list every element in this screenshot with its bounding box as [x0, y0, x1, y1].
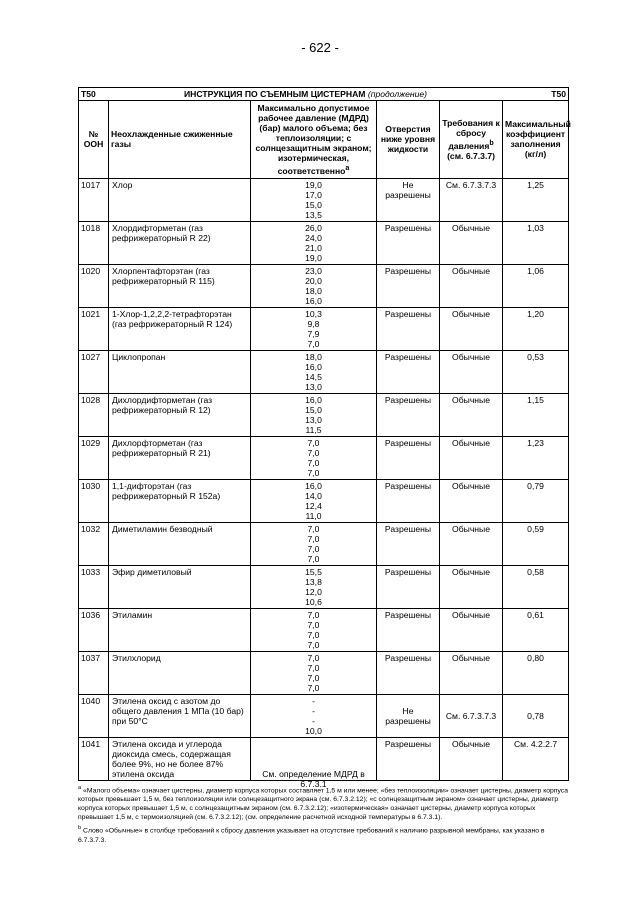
cell-fill-ratio: 1,15: [503, 393, 569, 436]
cell-pressure-values: [251, 565, 377, 608]
table-title-text: ИНСТРУКЦИЯ ПО СЪЕМНЫМ ЦИСТЕРНАМ: [184, 89, 366, 99]
pressure-value: 7,0: [307, 338, 320, 349]
pressure-value: 11,5: [305, 424, 322, 435]
footnotes: [78, 784, 568, 845]
cell-un-number: 1036: [79, 608, 109, 651]
pressure-value: -: [312, 715, 315, 726]
pressure-value: -: [312, 695, 315, 706]
cell-fill-ratio: 1,06: [503, 264, 569, 307]
table-row: [79, 436, 569, 479]
header-relief: [440, 101, 503, 179]
table-row: [79, 737, 569, 780]
cell-openings: Разрешены: [377, 608, 440, 651]
pressure-value: 7,0: [307, 523, 320, 534]
pressure-value: 11,0: [305, 510, 322, 521]
table-row: [79, 221, 569, 264]
pressure-value: 16,0: [305, 361, 322, 372]
table-row: [79, 608, 569, 651]
header-un-number: № ООН: [79, 101, 109, 179]
pressure-value: 19,0: [305, 179, 322, 190]
cell-un-number: 1029: [79, 436, 109, 479]
cell-un-number: 1017: [79, 178, 109, 221]
cell-fill-ratio: 0,61: [503, 608, 569, 651]
table-row: [79, 264, 569, 307]
footnote-a-text: «Малого объема» означает цистерны, диаметр корпуса которых составляет 1,5 м или менее; «без теплоизоляции» означает цистерны, диаметр корпуса которых превышает 1,5 м, без теплоизоляции или солнцезащитного экрана (см. 6.7.3.2.12); «с солнцезащитным экраном» означает цистерны, диаметр корпуса которых превышает 1,5 м, с солнцезащитным экраном (см. 6.7.3.2.12); «изотермическая» означает цистерны, диаметр корпуса которых превышает 1,5 м, с термоизоляцией (см. 6.7.3.2.12); (см. определение расчетной исходной температуры в 6.7.3.1).: [78, 787, 568, 822]
pressure-value: 7,0: [307, 619, 320, 630]
pressure-value: 16,0: [305, 394, 322, 405]
pressure-value: 13,5: [305, 209, 322, 220]
cell-relief: Обычные: [440, 608, 503, 651]
cell-gas-name: Хлор: [109, 178, 251, 221]
pressure-value: 12,4: [305, 500, 322, 511]
header-relief-note: b: [489, 139, 494, 147]
cell-relief: Обычные: [440, 350, 503, 393]
cell-gas-name: Эфир диметиловый: [109, 565, 251, 608]
pressure-value: 12,0: [305, 586, 322, 597]
cell-un-number: 1027: [79, 350, 109, 393]
pressure-value: 15,0: [305, 199, 322, 210]
cell-un-number: 1021: [79, 307, 109, 350]
pressure-value: 10,0: [305, 725, 322, 736]
cell-un-number: 1028: [79, 393, 109, 436]
cell-relief: См. 6.7.3.7.3: [440, 178, 503, 221]
pressure-value: 15,0: [305, 404, 322, 415]
cell-un-number: 1020: [79, 264, 109, 307]
footnote-b-text: Слово «Обычные» в столбце требований к сбросу давления указывает на отсутствие требований к наличию разрывной мембраны, как указано в 6.7.3.7.3.: [78, 827, 545, 844]
pressure-value: 17,0: [305, 189, 322, 200]
cell-pressure-values: [251, 264, 377, 307]
cell-relief: Обычные: [440, 221, 503, 264]
pressure-value: 7,9: [307, 328, 320, 339]
cell-openings: Не разрешены: [377, 694, 440, 737]
page-number: - 622 -: [301, 40, 339, 55]
cell-fill-ratio: 0,80: [503, 651, 569, 694]
header-fill-ratio: Максимальный коэффициент заполнения (кг/л): [503, 101, 569, 179]
pressure-value: См. определение МДРД в 6.7.3.1: [262, 768, 365, 789]
cell-fill-ratio: 1,25: [503, 178, 569, 221]
pressure-value: 23,0: [305, 265, 322, 276]
cell-openings: Разрешены: [377, 393, 440, 436]
cell-relief: Обычные: [440, 565, 503, 608]
pressure-value: 9,8: [307, 318, 320, 329]
cell-gas-name: Циклопропан: [109, 350, 251, 393]
pressure-value: 7,0: [307, 533, 320, 544]
cell-openings: Разрешены: [377, 565, 440, 608]
pressure-value: 7,0: [307, 609, 320, 620]
cell-un-number: 1032: [79, 522, 109, 565]
cell-openings: Не разрешены: [377, 178, 440, 221]
cell-pressure-values: [251, 436, 377, 479]
pressure-value: 7,0: [307, 467, 320, 478]
pressure-value: 16,0: [305, 480, 322, 491]
cell-pressure-values: [251, 737, 377, 789]
cell-pressure-values: [251, 221, 377, 264]
cell-gas-name: Дихлордифторметан (газ рефрижераторный R 12): [109, 393, 251, 436]
table-code-left: T50: [79, 88, 109, 101]
pressure-value: 13,0: [305, 381, 322, 392]
table-header-row: [79, 101, 569, 179]
pressure-value: 18,0: [305, 351, 322, 362]
cell-relief: Обычные: [440, 264, 503, 307]
cell-openings: Разрешены: [377, 436, 440, 479]
cell-fill-ratio: 0,53: [503, 350, 569, 393]
cell-openings: Разрешены: [377, 522, 440, 565]
cell-openings: Разрешены: [377, 264, 440, 307]
pressure-value: 7,0: [307, 672, 320, 683]
header-relief-text: Требования к сбросу давления: [442, 118, 500, 151]
pressure-value: 7,0: [307, 457, 320, 468]
cell-relief: Обычные: [440, 436, 503, 479]
footnote-b: [78, 824, 568, 844]
cell-gas-name: Этилена оксида и углерода диоксида смесь, содержащая более 9%, но не более 87% этилена оксида: [109, 737, 251, 780]
pressure-value: 7,0: [307, 662, 320, 673]
cell-openings: Разрешены: [377, 651, 440, 694]
cell-gas-name: Этилена оксид с азотом до общего давления 1 МПа (10 бар) при 50°С: [109, 694, 251, 737]
cell-pressure-values: [251, 608, 377, 651]
header-relief-ref: (см. 6.7.3.7): [447, 150, 495, 161]
header-gas-name: Неохлажденные сжиженные газы: [109, 101, 251, 179]
pressure-value: 7,0: [307, 447, 320, 458]
table-row: [79, 307, 569, 350]
header-openings: Отверстия ниже уровня жидкости: [377, 101, 440, 179]
cell-pressure-values: [251, 522, 377, 565]
header-pressure-note: a: [345, 164, 350, 172]
cell-un-number: 1018: [79, 221, 109, 264]
cell-openings: Разрешены: [377, 350, 440, 393]
pressure-value: 13,8: [305, 576, 322, 587]
cell-pressure-values: [251, 651, 377, 694]
cell-relief: Обычные: [440, 479, 503, 522]
cell-fill-ratio: 0,59: [503, 522, 569, 565]
table-row: [79, 479, 569, 522]
footnote-a: [78, 784, 568, 822]
cell-relief: Обычные: [440, 393, 503, 436]
table-row: [79, 393, 569, 436]
cell-un-number: 1041: [79, 737, 109, 780]
cell-gas-name: 1-Хлор-1,2,2,2-тетрафторэтан (газ рефрижераторный R 124): [109, 307, 251, 350]
cell-un-number: 1030: [79, 479, 109, 522]
table-row: [79, 350, 569, 393]
cell-gas-name: Этилхлорид: [109, 651, 251, 694]
header-pressure-text: Максимально допустимое рабочее давление (МДРД) (бар) малого объема; без теплоизоляции; с солнцезащитным экраном; изотермическая, соответственно: [255, 103, 372, 176]
footnote-b-mark: b: [78, 825, 82, 832]
cell-un-number: 1037: [79, 651, 109, 694]
pressure-value: 13,0: [305, 414, 322, 425]
cell-gas-name: Диметиламин безводный: [109, 522, 251, 565]
pressure-value: -: [312, 705, 315, 716]
cell-un-number: 1040: [79, 694, 109, 737]
cell-gas-name: Этиламин: [109, 608, 251, 651]
cell-gas-name: Хлорпентафторэтан (газ рефрижераторный R 115): [109, 264, 251, 307]
pressure-value: 26,0: [305, 222, 322, 233]
cell-relief: См. 6.7.3.7.3: [440, 694, 503, 737]
cell-openings: Разрешены: [377, 737, 440, 780]
cell-pressure-values: [251, 479, 377, 522]
instruction-table: [78, 87, 571, 789]
footnote-a-mark: a: [78, 785, 82, 791]
cell-pressure-values: [251, 307, 377, 350]
cell-fill-ratio: 0,78: [503, 694, 569, 737]
cell-un-number: 1033: [79, 565, 109, 608]
pressure-value: 19,0: [305, 252, 322, 263]
cell-pressure-values: [251, 350, 377, 393]
cell-pressure-values: [251, 178, 377, 221]
pressure-value: 7,0: [307, 543, 320, 554]
pressure-value: 7,0: [307, 629, 320, 640]
cell-relief: Обычные: [440, 307, 503, 350]
table-code-right: T50: [503, 88, 569, 101]
table-row: [79, 565, 569, 608]
table-row: [79, 522, 569, 565]
cell-gas-name: Хлордифторметан (газ рефрижераторный R 22): [109, 221, 251, 264]
cell-pressure-values: [251, 694, 377, 737]
pressure-value: 10,3: [305, 308, 322, 319]
pressure-value: 7,0: [307, 682, 320, 693]
pressure-value: 7,0: [307, 553, 320, 564]
cell-fill-ratio: 1,23: [503, 436, 569, 479]
table-title: [109, 88, 503, 101]
cell-fill-ratio: 1,03: [503, 221, 569, 264]
cell-fill-ratio: 1,20: [503, 307, 569, 350]
cell-openings: Разрешены: [377, 307, 440, 350]
cell-relief: Обычные: [440, 651, 503, 694]
pressure-value: 7,0: [307, 652, 320, 663]
cell-relief: Обычные: [440, 737, 503, 780]
pressure-value: 21,0: [305, 242, 322, 253]
cell-fill-ratio: См. 4.2.2.7: [503, 737, 569, 780]
table-title-suffix: (продолжение): [367, 89, 428, 99]
cell-relief: Обычные: [440, 522, 503, 565]
pressure-value: 15,5: [305, 566, 322, 577]
pressure-value: 24,0: [305, 232, 322, 243]
table-row: [79, 178, 569, 221]
table-row: [79, 651, 569, 694]
cell-gas-name: Дихлорфторметан (газ рефрижераторный R 21): [109, 436, 251, 479]
header-pressure: [251, 101, 377, 179]
pressure-value: 10,6: [305, 596, 322, 607]
pressure-value: 14,0: [305, 490, 322, 501]
cell-fill-ratio: 0,58: [503, 565, 569, 608]
cell-openings: Разрешены: [377, 221, 440, 264]
pressure-value: 7,0: [307, 437, 320, 448]
pressure-value: 20,0: [305, 275, 322, 286]
pressure-value: 7,0: [307, 639, 320, 650]
cell-openings: Разрешены: [377, 479, 440, 522]
table-row: [79, 694, 569, 737]
pressure-value: 14,5: [305, 371, 322, 382]
cell-fill-ratio: 0,79: [503, 479, 569, 522]
cell-pressure-values: [251, 393, 377, 436]
cell-gas-name: 1,1-дифторэтан (газ рефрижераторный R 152a): [109, 479, 251, 522]
pressure-value: 18,0: [305, 285, 322, 296]
table-title-row: [79, 88, 569, 101]
pressure-value: 16,0: [305, 295, 322, 306]
